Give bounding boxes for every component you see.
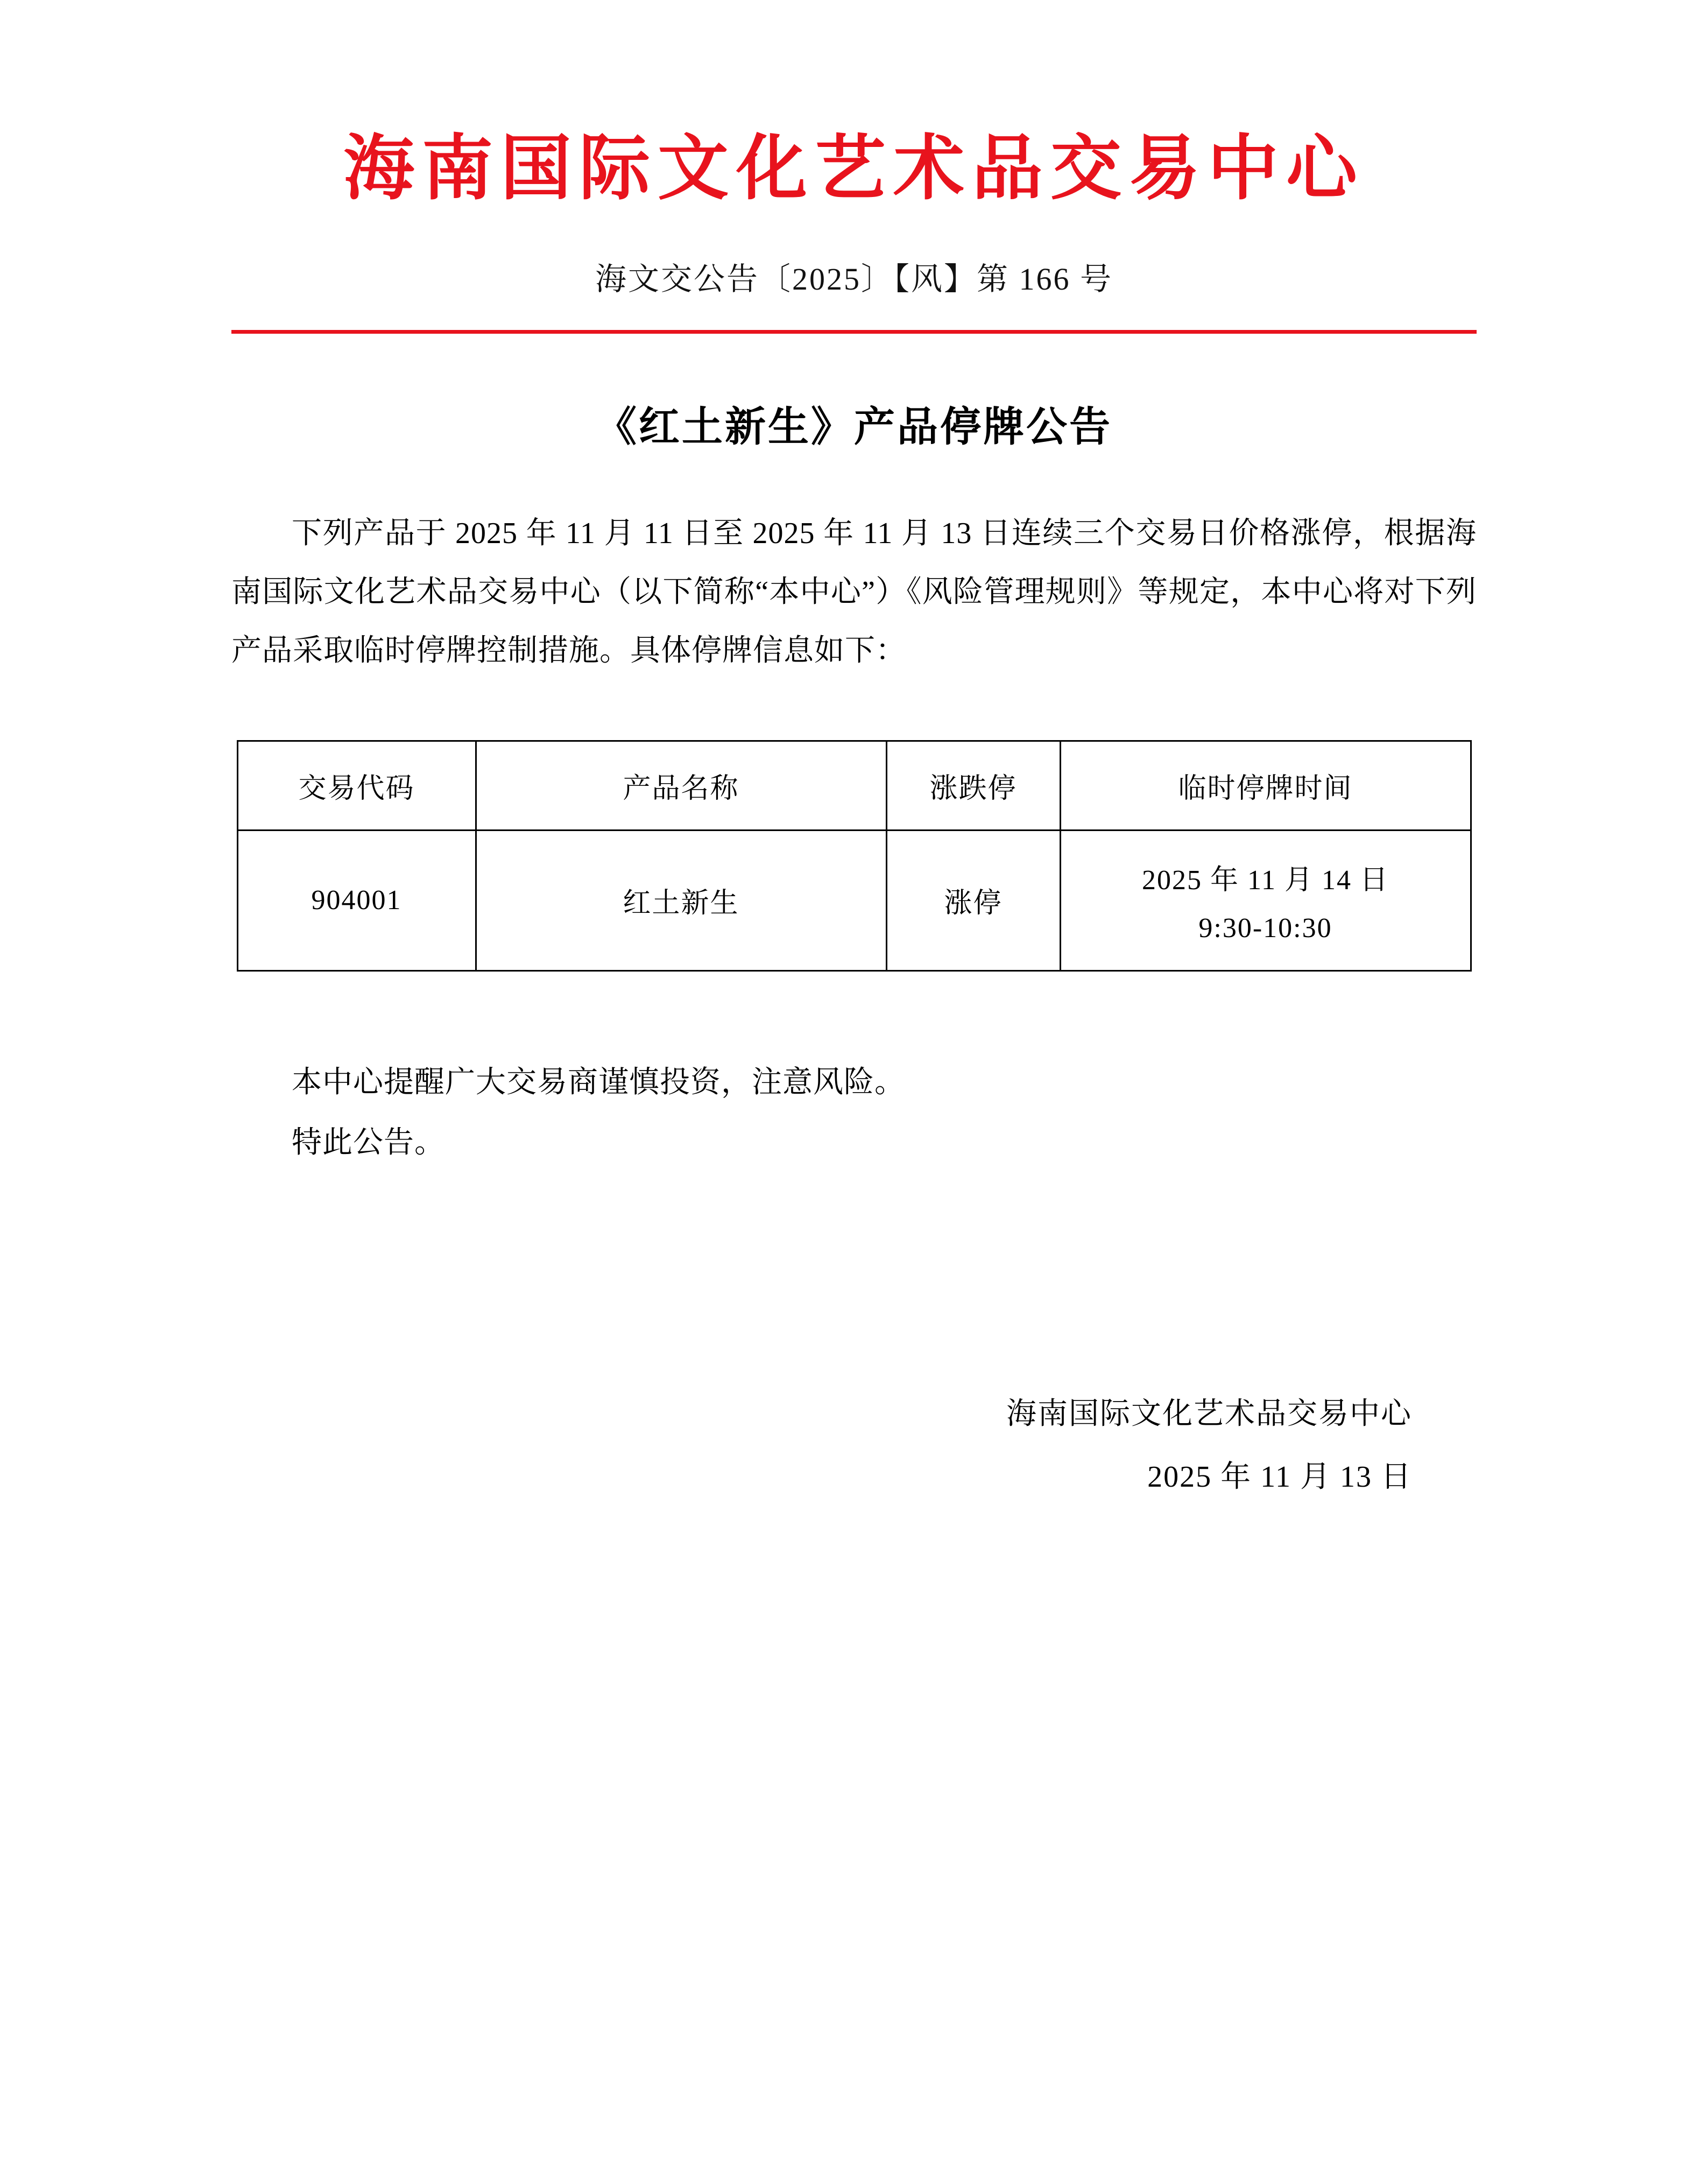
table-header-name: 产品名称 xyxy=(476,741,886,830)
note-announcement-close: 特此公告。 xyxy=(292,1125,445,1159)
cell-code: 904001 xyxy=(237,830,476,970)
notes-section xyxy=(231,1052,1477,1173)
table-header-row xyxy=(237,741,1471,830)
suspension-table-wrapper xyxy=(231,740,1477,972)
table-row xyxy=(237,830,1471,970)
signature-block xyxy=(231,1383,1477,1509)
cell-limit: 涨停 xyxy=(886,830,1060,970)
document-header xyxy=(231,0,1477,334)
signature-date: 2025 年 11 月 13 日 xyxy=(1147,1460,1412,1494)
cell-time xyxy=(1060,830,1471,970)
document-number: 海文交公告〔2025〕【风】第 166 号 xyxy=(595,262,1113,297)
organization-title: 海南国际文化艺术品交易中心 xyxy=(343,129,1365,208)
body-text xyxy=(231,504,1477,681)
body-paragraph-1: 下列产品于 2025 年 11 月 11 日至 2025 年 11 月 13 日连续三个交易日价格涨停，根据海南国际文化艺术品交易中心（以下简称“本中心”）《风险管理规则》等规定，本中心将对下列产品采取临时停牌控制措施。具体停牌信息如下： xyxy=(231,517,1477,668)
note-risk-warning: 本中心提醒广大交易商谨慎投资，注意风险。 xyxy=(292,1065,905,1099)
table-header-code: 交易代码 xyxy=(237,741,476,830)
cell-time-date: 2025 年 11 月 14 日 xyxy=(1141,864,1389,896)
suspension-table xyxy=(237,740,1472,972)
table-header-time: 临时停牌时间 xyxy=(1060,741,1471,830)
header-divider-rule xyxy=(231,330,1477,334)
cell-time-range: 9:30-10:30 xyxy=(1198,912,1332,944)
page-title: 《红土新生》产品停牌公告 xyxy=(596,405,1112,450)
table-header-limit: 涨跌停 xyxy=(886,741,1060,830)
signature-organization: 海南国际文化艺术品交易中心 xyxy=(1006,1397,1412,1431)
cell-name: 红土新生 xyxy=(476,830,886,970)
